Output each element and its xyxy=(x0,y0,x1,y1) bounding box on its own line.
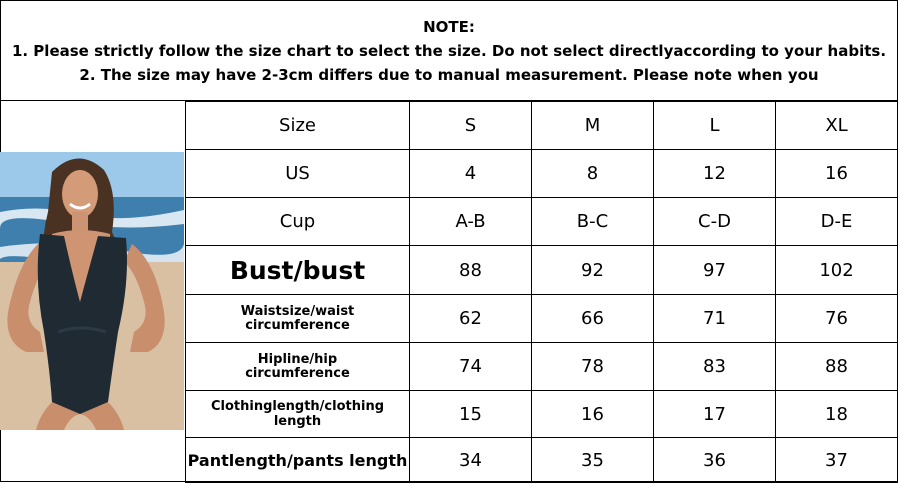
clothing-length-s: 15 xyxy=(410,391,532,438)
bust-l: 97 xyxy=(654,246,776,295)
clothing-length-xl: 18 xyxy=(776,391,898,438)
hip-xl: 88 xyxy=(776,343,898,391)
waist-label-line-1: Waistsize/waist xyxy=(240,303,355,319)
bust-s: 88 xyxy=(410,246,532,295)
hip-label-line-1: Hipline/hip xyxy=(257,351,338,367)
cup-row xyxy=(186,198,898,246)
waist-row xyxy=(186,295,898,343)
model-photo xyxy=(0,152,184,430)
bust-m: 92 xyxy=(532,246,654,295)
model-photo-illustration xyxy=(0,152,184,430)
size-chart-table xyxy=(185,101,898,483)
us-label: US xyxy=(186,150,410,198)
pants-length-row xyxy=(186,438,898,483)
cup-s: A-B xyxy=(410,198,532,246)
pants-length-xl: 37 xyxy=(776,438,898,483)
hip-s: 74 xyxy=(410,343,532,391)
header-row xyxy=(186,102,898,150)
size-s: S xyxy=(410,102,532,150)
waist-label xyxy=(186,295,410,343)
pants-length-m: 35 xyxy=(532,438,654,483)
us-row xyxy=(186,150,898,198)
waist-s: 62 xyxy=(410,295,532,343)
pants-length-s: 34 xyxy=(410,438,532,483)
size-l: L xyxy=(654,102,776,150)
hip-row xyxy=(186,343,898,391)
us-s: 4 xyxy=(410,150,532,198)
hip-m: 78 xyxy=(532,343,654,391)
cup-m: B-C xyxy=(532,198,654,246)
clothing-length-label: Clothinglength/clothing length xyxy=(186,391,410,438)
clothing-length-l: 17 xyxy=(654,391,776,438)
size-xl: XL xyxy=(776,102,898,150)
size-m: M xyxy=(532,102,654,150)
note-title: NOTE: xyxy=(423,18,475,36)
pants-length-l: 36 xyxy=(654,438,776,483)
note-line-2: 2. The size may have 2-3cm differs due to manual measurement. Please note when you xyxy=(79,66,819,84)
cup-label: Cup xyxy=(186,198,410,246)
clothing-length-m: 16 xyxy=(532,391,654,438)
bust-row xyxy=(186,246,898,295)
note-section xyxy=(0,0,898,101)
waist-xl: 76 xyxy=(776,295,898,343)
cup-l: C-D xyxy=(654,198,776,246)
cup-xl: D-E xyxy=(776,198,898,246)
hip-label-line-2: circumference xyxy=(245,365,350,381)
us-l: 12 xyxy=(654,150,776,198)
note-line-1: 1. Please strictly follow the size chart to select the size. Do not select directlyaccording to your habits. xyxy=(11,42,887,60)
waist-label-line-2: circumference xyxy=(245,317,350,333)
clothing-length-row xyxy=(186,391,898,438)
size-label: Size xyxy=(186,102,410,150)
pants-length-label: Pantlength/pants length xyxy=(186,438,410,483)
hip-label xyxy=(186,343,410,391)
bust-label: Bust/bust xyxy=(186,246,410,295)
us-xl: 16 xyxy=(776,150,898,198)
bust-xl: 102 xyxy=(776,246,898,295)
waist-l: 71 xyxy=(654,295,776,343)
us-m: 8 xyxy=(532,150,654,198)
hip-l: 83 xyxy=(654,343,776,391)
waist-m: 66 xyxy=(532,295,654,343)
